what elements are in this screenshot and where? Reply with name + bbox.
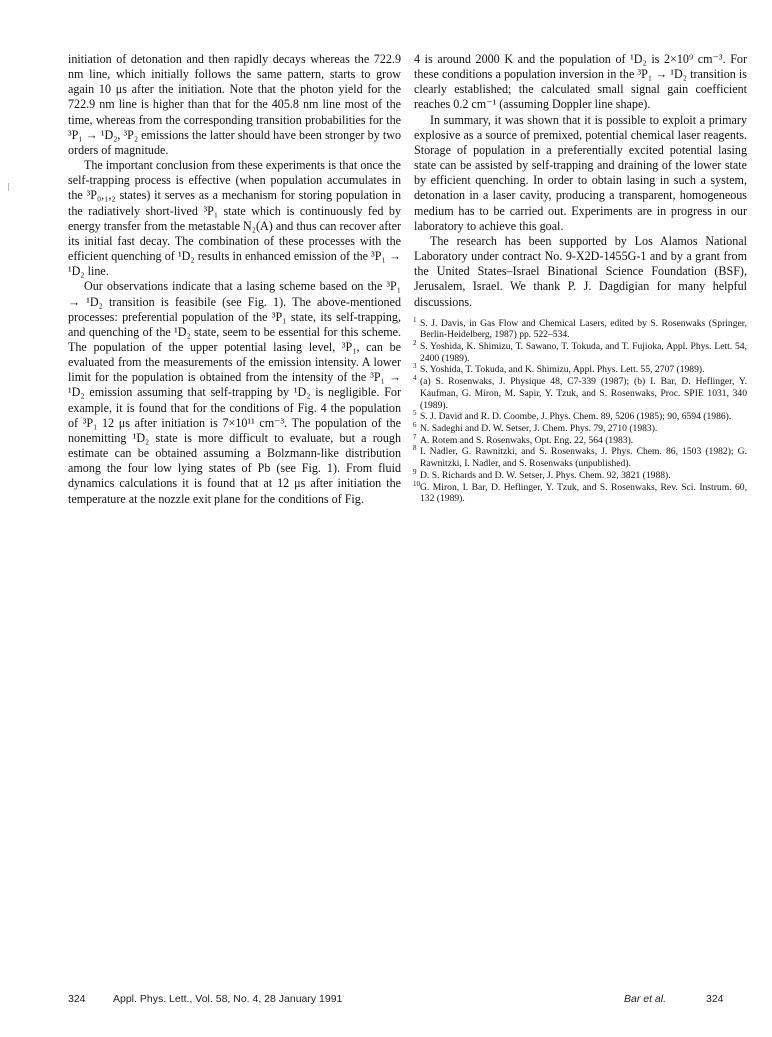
reference-number: 6 <box>413 420 417 429</box>
reference-number: 8 <box>413 444 417 453</box>
reference-number: 2 <box>413 339 417 348</box>
reference <box>413 479 747 505</box>
paragraph: The research has been supported by Los Alamos National Laboratory under contract No. 9-X2D-1455G-1 and by a grant from the United States–Israel Binational Science Foundation (BSF), Jerusalem, Israel. We thank P. J. Dagdigian for many helpful discussions. <box>414 233 747 309</box>
reference <box>414 364 747 376</box>
reference-text: D. S. Richards and D. W. Setser, J. Phys. Chem. 92, 3821 (1988). <box>420 469 671 481</box>
reference-text: S. J. Davis, in Gas Flow and Chemical Lasers, edited by S. Rosenwaks (Springer, Berlin-Heidelberg, 1987) pp. 522–534. <box>420 317 747 341</box>
paragraph: 4 is around 2000 K and the population of ¹D₂ is 2×10⁹ cm⁻³. For these conditions a population inversion in the ³P₁ → ¹D₂ transition is clearly established; the calculated small signal gain coefficient reaches 0.2 cm⁻¹ (assuming Doppler line shape). <box>414 52 747 112</box>
reference-text: S. Yoshida, T. Tokuda, and K. Shimizu, Appl. Phys. Lett. 55, 2707 (1989). <box>420 364 705 376</box>
paragraph: In summary, it was shown that it is possible to exploit a primary explosive as a source of premixed, potential chemical laser reagents. Storage of population in a preferentially excited potential lasing state can be assisted by self-trapping and draining of the lower state by efficient quenching. In order to obtain lasing in such a system, detonation in a laser cavity, producing a transparent, homogeneous medium has to be carried out. Experiments are in progress in our laboratory to achieve this goal. <box>414 112 747 233</box>
reference-text: N. Sadeghi and D. W. Setser, J. Chem. Phys. 79, 2710 (1983). <box>420 422 658 434</box>
reference-text: S. Yoshida, K. Shimizu, T. Sawano, T. Tokuda, and T. Fujioka, Appl. Phys. Lett. 54, 2400 (1989). <box>420 341 747 364</box>
reference-text: G. Miron, I. Bar, D. Heflinger, Y. Tzuk, and S. Rosenwaks, Rev. Sci. Instrum. 60, 132 (1989). <box>420 481 747 505</box>
reference <box>414 446 747 469</box>
reference <box>413 432 747 447</box>
reference-number: 1 <box>413 315 417 324</box>
page-number-right: 324 <box>706 993 724 1005</box>
paragraph: The important conclusion from these experiments is that once the self-trapping process is effective (when population accumulates in the ³P₀,₁,₂ states) it serves as a mechanism for storing population in the radiatively short-lived ³P₁ state which is continuously fed by energy transfer from the metastable N₂(A) and thus can recover after its initial fast decay. The combination of these processes with the efficient quenching of ¹D₂ results in enhanced emission of the ³P₁ → ¹D₂ line. <box>68 158 401 279</box>
margin-mark <box>8 183 9 191</box>
reference <box>413 420 747 435</box>
reference-number: 7 <box>413 432 417 441</box>
reference <box>413 315 747 341</box>
journal-citation: Appl. Phys. Lett., Vol. 58, No. 4, 28 January 1991 <box>113 993 343 1005</box>
paragraph: Our observations indicate that a lasing scheme based on the ³P₁ → ¹D₂ transition is feasibile (see Fig. 1). The above-mentioned processes: preferential population of the ³P₁ state, its self-trapping, and quenching of the ¹D₂ state, seem to be essential for this scheme. The population of the upper potential lasing level, ³P₁, can be evaluated from the measurements of the emission intensity. A lower limit for the population is obtained from the intensity of the ³P₁ → ¹D₂ emission assuming that self-trapping by ¹D₂ is negligible. For example, it is found that for the conditions of Fig. 4 the population of ³P₁ 12 μs after initiation is 7×10¹¹ cm⁻³. The population of the nonemitting ¹D₂ state is more difficult to evaluate, but a rough estimate can be obtained assuming a Bolzmann-like distribution among the four low lying states of Pb (see Fig. 1). From fluid dynamics calculations it is found that at 12 μs after initiation the temperature at the nozzle exit plane for the conditions of Fig. <box>68 279 401 506</box>
reference-text: A. Rotem and S. Rosenwaks, Opt. Eng. 22, 564 (1983). <box>420 434 634 446</box>
author-text: Bar et al. <box>624 993 667 1005</box>
reference <box>414 411 747 423</box>
left-column <box>68 52 401 507</box>
reference <box>413 467 747 482</box>
right-column <box>414 52 747 505</box>
page-number-left: 324 <box>68 993 86 1005</box>
reference-number: 3 <box>413 362 417 371</box>
reference-number: 10 <box>413 479 420 488</box>
paragraph: initiation of detonation and then rapidly decays whereas the 722.9 nm line, which initially follows the same pattern, starts to grow again 10 μs after the initiation. Note that the photon yield for the 722.9 nm line is higher than that for the 405.8 nm line most of the time, whereas from the corresponding transition probabilities for the ³P₁ → ¹D₂, ³P₂ emissions the latter should have been stronger by two orders of magnitude. <box>68 52 401 157</box>
reference-number: 5 <box>413 409 417 418</box>
reference-list <box>413 315 747 505</box>
reference-text: S. J. David and R. D. Coombe, J. Phys. Chem. 89, 5206 (1985); 90, 6594 (1986). <box>420 411 732 423</box>
reference-text: I. Nadler, G. Rawnitzki, and S. Rosenwaks, J. Phys. Chem. 86, 1503 (1982); G. Rawnitzki, I. Nadler, and S. Rosenwaks (unpublished). <box>420 446 747 470</box>
reference-number: 4 <box>413 374 417 383</box>
running-author <box>624 993 666 1005</box>
reference <box>414 341 747 364</box>
reference <box>414 376 747 411</box>
reference-number: 9 <box>413 467 417 476</box>
reference-text: (a) S. Rosenwaks, J. Physique 48, C7-339 (1987); (b) I. Bar, D. Heflinger, Y. Kaufman, G. Miron, M. Sapir, Y. Tzuk, and S. Rosenwaks, Proc. SPIE 1031, 340 (1989). <box>420 376 747 411</box>
